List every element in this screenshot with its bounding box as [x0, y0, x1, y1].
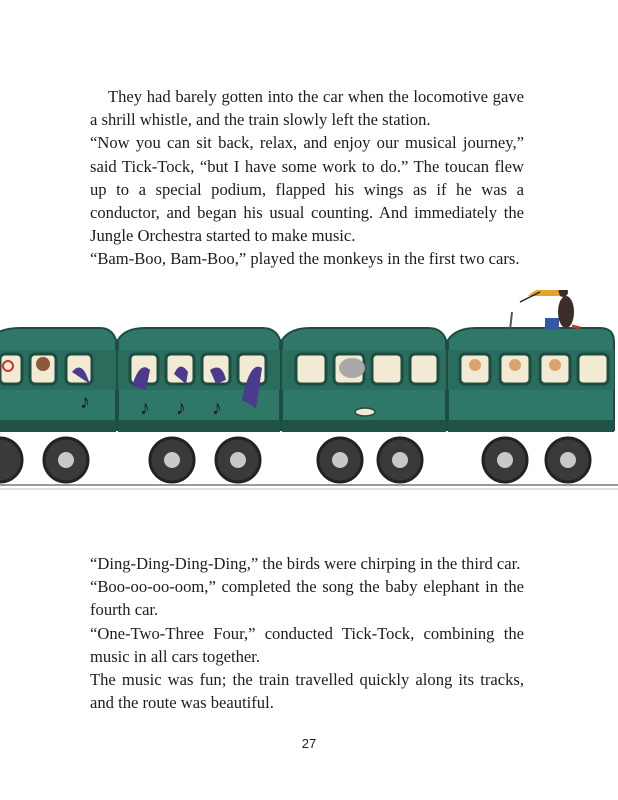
- paragraph: The music was fun; the train travelled quickly along its tracks, and the route was beautiful.: [90, 670, 524, 713]
- paragraph: “Now you can sit back, relax, and enjoy our musical journey,” said Tick-Tock, “but I have some work to do.” The toucan flew up to a special podium, flapped his wings as if he was a conductor, and began his usual counting. And immediately the Jungle Orchestra started to make music.: [90, 133, 524, 246]
- top-text-block: [90, 85, 524, 271]
- window: [372, 354, 402, 384]
- passenger-icon: [469, 359, 481, 371]
- train-car: [0, 328, 116, 432]
- train-car: [282, 328, 446, 432]
- passenger-icon: [509, 359, 521, 371]
- train-car: [448, 328, 614, 432]
- page-number: 27: [301, 736, 317, 751]
- toucan-conductor: [510, 290, 580, 330]
- paragraph: They had barely gotten into the car when the locomotive gave a shrill whistle, and the train slowly left the station.: [90, 87, 524, 130]
- window: [296, 354, 326, 384]
- train-illustration: [0, 290, 618, 505]
- passenger-icon: [549, 359, 561, 371]
- train-car: [118, 328, 280, 432]
- wheel-icon: [0, 438, 22, 482]
- monkey-icon: [36, 357, 50, 371]
- elephant-icon: [339, 358, 365, 378]
- music-note-icon: ♪: [140, 397, 150, 419]
- music-note-icon: ♪: [80, 391, 90, 413]
- paragraph: “Bam-Boo, Bam-Boo,” played the monkeys in the first two cars.: [90, 249, 520, 269]
- music-note-icon: ♪: [212, 397, 222, 419]
- window: [578, 354, 608, 384]
- toucan-icon: [558, 296, 574, 328]
- bottom-text-block: [90, 552, 524, 714]
- music-note-icon: ♪: [176, 397, 186, 419]
- paragraph: “Ding-Ding-Ding-Ding,” the birds were chirping in the third car.: [90, 554, 521, 573]
- wheels: [0, 438, 590, 482]
- podium-icon: [545, 318, 559, 330]
- baton-icon: [520, 292, 540, 302]
- paragraph: “One-Two-Three Four,” conducted Tick-Tock, combining the music in all cars together.: [90, 623, 524, 666]
- paragraph: “Boo-oo-oo-oom,” completed the song the baby elephant in the fourth car.: [90, 577, 524, 620]
- window: [410, 354, 438, 384]
